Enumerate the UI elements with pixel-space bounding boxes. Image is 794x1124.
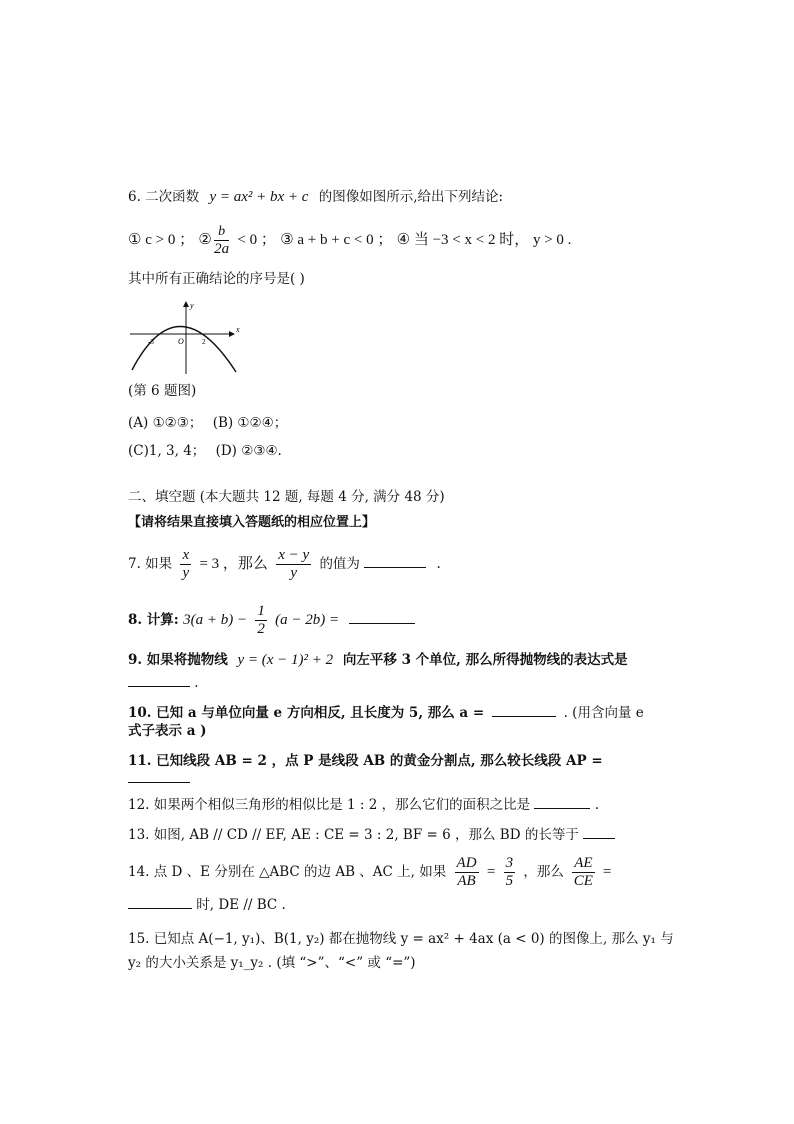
q9-tail: 向左平移 3 个单位, 那么所得抛物线的表达式是 xyxy=(342,652,628,668)
q14-f1-den: AB xyxy=(457,873,476,889)
q15-line2: y₂ 的大小关系是 y₁_y₂ . (填 “>”、“<” 或 “=”) xyxy=(128,955,416,971)
q15-line1: 15. 已知点 A(−1, y₁)、B(1, y₂) 都在抛物线 y = ax² + 4ax (a < 0) 的图像上, 那么 y₁ 与 xyxy=(128,931,674,947)
section2-title: 二、填空题 (本大题共 12 题, 每题 4 分, 满分 48 分) xyxy=(128,489,445,505)
q11-answer-blank[interactable] xyxy=(128,770,190,783)
q14-fraction-3 xyxy=(572,855,594,890)
graph-y-label: y xyxy=(190,301,194,310)
q8-f-den: 2 xyxy=(257,621,265,637)
q12-text: 12. 如果两个相似三角形的相似比是 1 : 2 ，那么它们的面积之比是 xyxy=(128,797,531,813)
q10-line1 xyxy=(128,704,644,722)
q14-fraction-2 xyxy=(504,855,516,890)
q9-line1 xyxy=(128,651,628,669)
q6-intro: 6. 二次函数 xyxy=(128,189,200,205)
q7-pre: 7. 如果 xyxy=(128,556,173,572)
q9-answer-blank[interactable] xyxy=(128,674,190,687)
q14-end: = xyxy=(602,864,612,880)
q6-conclusions xyxy=(128,222,571,258)
q6-c2-fraction xyxy=(214,223,229,258)
q14-f3-num: AE xyxy=(574,855,593,871)
q7-f2-num: x − y xyxy=(278,547,310,563)
q6-c2-pre: ② xyxy=(198,232,212,248)
x-axis-arrow xyxy=(229,331,235,337)
section2-instruction: 【请将结果直接填入答题纸的相应位置上】 xyxy=(128,515,376,530)
q12 xyxy=(128,796,599,814)
q14-f2-den: 5 xyxy=(505,873,514,889)
graph-tick-pos: 2 xyxy=(202,338,206,346)
q14-pre: 14. 点 D 、E 分别在 △ABC 的边 AB 、AC 上, 如果 xyxy=(128,864,447,880)
q6-option-d: (D) ②③④. xyxy=(215,443,282,459)
q6-intro-tail: 的图像如图所示,给出下列结论: xyxy=(318,189,504,205)
q14-f1-num: AD xyxy=(456,855,477,871)
graph-origin: O xyxy=(178,337,184,346)
q6-caption: (第 6 题图) xyxy=(128,383,197,399)
q7 xyxy=(128,544,441,584)
q6-formula: y = ax² + bx + c xyxy=(209,189,309,205)
q14-answer-blank[interactable] xyxy=(128,896,192,909)
q6-question: 其中所有正确结论的序号是( ) xyxy=(128,271,305,287)
graph-x-label: x xyxy=(236,325,240,334)
q13-answer-blank[interactable] xyxy=(583,826,615,839)
q6-c2-tail: < 0 ； xyxy=(237,232,276,248)
q6-parabola-graph xyxy=(128,298,248,376)
q8-expr-b: (a − 2b) = xyxy=(275,612,340,628)
q9-line2 xyxy=(128,674,199,692)
q6-c2-den: 2a xyxy=(214,241,230,257)
q8-expr-a: 3(a + b) − xyxy=(183,612,248,628)
q14-line2 xyxy=(128,896,286,914)
q6-c4: ④ 当 −3 < x < 2 时， y > 0 . xyxy=(396,232,572,248)
q6-option-b: (B) ①②④； xyxy=(212,415,288,431)
q14-f3-den: CE xyxy=(573,873,593,889)
q6-option-c: (C)1, 3, 4； xyxy=(128,443,206,459)
q9-end: . xyxy=(194,675,199,691)
q8 xyxy=(128,600,415,640)
q6-options-cd xyxy=(128,442,282,460)
q6-c3: ③ a + b + c < 0 ； xyxy=(280,232,393,248)
q6-line1 xyxy=(128,188,503,206)
q14-line1 xyxy=(128,852,611,892)
q7-answer-blank[interactable] xyxy=(364,555,426,568)
graph-tick-neg: -3 xyxy=(148,338,154,346)
q6-c1: ① c > 0 ； xyxy=(128,232,195,248)
q7-end: . xyxy=(436,556,441,572)
q8-answer-blank[interactable] xyxy=(349,611,415,624)
q8-f-num: 1 xyxy=(257,603,265,619)
q10-answer-blank[interactable] xyxy=(492,704,556,717)
q10-line1-tail: . (用含向量 e xyxy=(563,705,644,721)
q11-line2 xyxy=(128,770,190,788)
q8-pre: 8. 计算: xyxy=(128,612,179,628)
q9-formula: y = (x − 1)² + 2 xyxy=(237,652,334,668)
q14-fraction-1 xyxy=(455,855,479,890)
q6-option-a: (A) ①②③； xyxy=(128,415,203,431)
q12-end: . xyxy=(594,797,600,813)
q14-line2-text: 时, DE // BC . xyxy=(196,897,286,913)
q13-text: 13. 如图, AB // CD // EF, AE : CE = 3 : 2, BF = 6 ，那么 BD 的长等于 xyxy=(128,827,579,843)
q8-fraction xyxy=(255,603,267,638)
q7-f2-den: y xyxy=(290,565,297,581)
q7-f1-num: x xyxy=(182,547,190,563)
q10-line2: 式子表示 a ) xyxy=(128,723,207,739)
q14-eq: = xyxy=(486,864,496,880)
q6-c2-num: b xyxy=(214,223,229,241)
q14-f2-num: 3 xyxy=(505,855,514,871)
q7-fraction-1 xyxy=(180,547,191,582)
q7-f1-den: y xyxy=(182,565,190,581)
parabola-curve xyxy=(132,326,236,372)
q11-line1: 11. 已知线段 AB = 2 ，点 P 是线段 AB 的黄金分割点, 那么较长线段 AP = xyxy=(128,753,603,769)
q7-mid: = 3 ，那么 xyxy=(199,556,268,572)
q9-text: 9. 如果将抛物线 xyxy=(128,652,228,668)
q7-fraction-2 xyxy=(276,547,311,582)
y-axis-arrow xyxy=(183,301,189,307)
q14-mid: ，那么 xyxy=(523,864,564,880)
q10-line1-text: 10. 已知 a 与单位向量 e 方向相反, 且长度为 5, 那么 a = xyxy=(128,705,485,721)
q6-options-ab xyxy=(128,414,287,432)
q12-answer-blank[interactable] xyxy=(534,796,590,809)
q7-tail: 的值为 xyxy=(319,556,360,572)
q13 xyxy=(128,826,615,844)
